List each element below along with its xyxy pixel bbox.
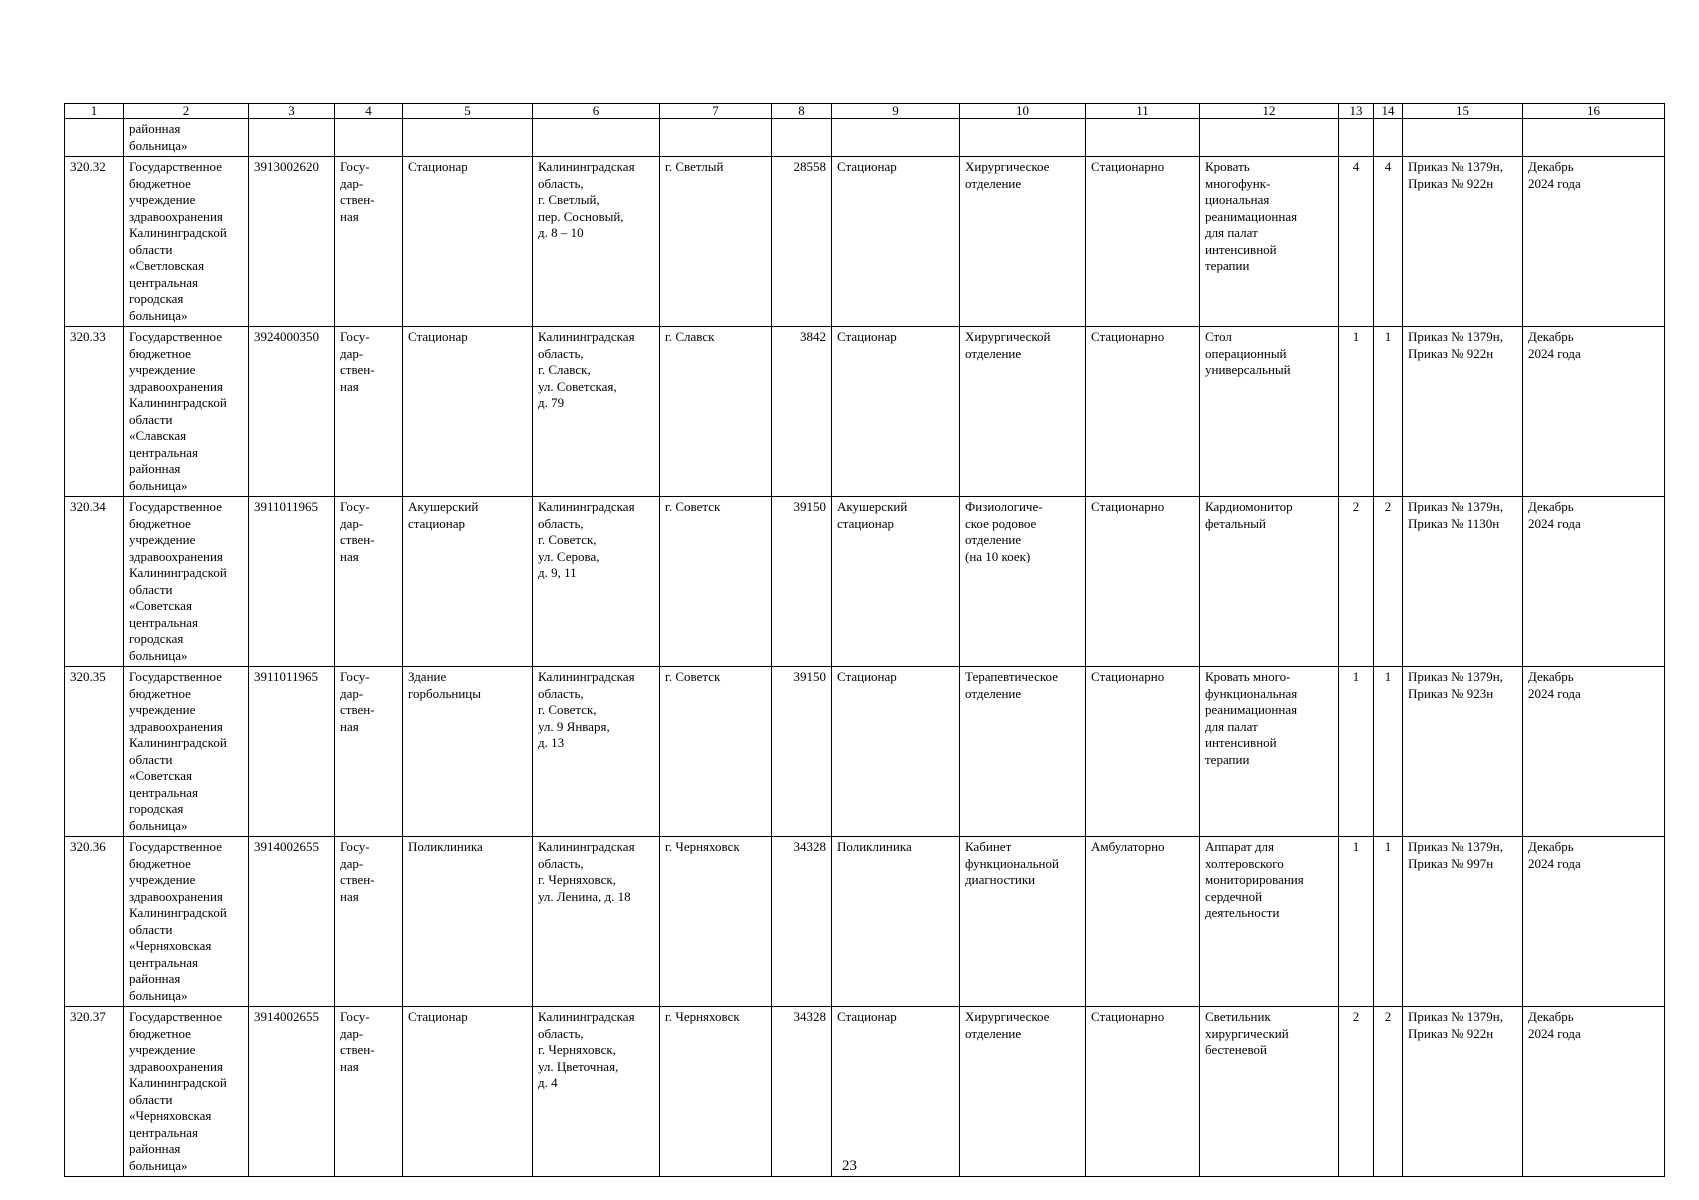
cell-organization-name: районная больница» — [124, 119, 249, 157]
column-number-header: 8 — [772, 104, 832, 119]
cell-subdivision-type — [832, 119, 960, 157]
cell-row-number: 320.37 — [65, 1007, 124, 1177]
cell-row-number: 320.34 — [65, 497, 124, 667]
cell-regulatory-orders: Приказ № 1379н, Приказ № 922н — [1403, 1007, 1523, 1177]
cell-settlement: г. Черняховск — [660, 1007, 772, 1177]
cell-organization-name: Государственное бюджетное учреждение здравоохранения Калининградской области «Черняховская центральная районная больница» — [124, 837, 249, 1007]
cell-deadline: Декабрь 2024 года — [1523, 837, 1665, 1007]
cell-inn: 3911011965 — [249, 497, 335, 667]
cell-regulatory-orders: Приказ № 1379н, Приказ № 922н — [1403, 327, 1523, 497]
cell-settlement: г. Советск — [660, 667, 772, 837]
cell-organization-name: Государственное бюджетное учреждение здравоохранения Калининградской области «Черняховская центральная районная больница» — [124, 1007, 249, 1177]
cell-deadline: Декабрь 2024 года — [1523, 1007, 1665, 1177]
cell-subdivision-type: Стационар — [832, 667, 960, 837]
cell-address — [533, 119, 660, 157]
cell-ownership-form: Госу- дар- ствен- ная — [335, 327, 403, 497]
cell-department: Хирургическое отделение — [960, 1007, 1086, 1177]
cell-deadline: Декабрь 2024 года — [1523, 497, 1665, 667]
cell-settlement: г. Славск — [660, 327, 772, 497]
cell-settlement: г. Черняховск — [660, 837, 772, 1007]
cell-inn: 3914002655 — [249, 1007, 335, 1177]
cell-equipment-name: Светильник хирургический бестеневой — [1200, 1007, 1339, 1177]
cell-population: 39150 — [772, 667, 832, 837]
cell-inn: 3924000350 — [249, 327, 335, 497]
table-row — [65, 837, 1665, 1007]
column-number-header: 10 — [960, 104, 1086, 119]
cell-address: Калининградская область, г. Черняховск, ул. Цветочная, д. 4 — [533, 1007, 660, 1177]
cell-department: Физиологиче- ское родовое отделение (на 10 коек) — [960, 497, 1086, 667]
cell-quantity-total: 2 — [1374, 1007, 1403, 1177]
cell-inn: 3914002655 — [249, 837, 335, 1007]
cell-population: 3842 — [772, 327, 832, 497]
cell-row-number: 320.36 — [65, 837, 124, 1007]
column-number-header: 7 — [660, 104, 772, 119]
cell-row-number: 320.35 — [65, 667, 124, 837]
cell-subdivision-type: Акушерский стационар — [832, 497, 960, 667]
cell-quantity-planned: 2 — [1339, 1007, 1374, 1177]
cell-ownership-form: Госу- дар- ствен- ная — [335, 157, 403, 327]
page-number: 23 — [842, 1158, 857, 1174]
table-row — [65, 1007, 1665, 1177]
cell-care-conditions — [1086, 119, 1200, 157]
column-number-header: 3 — [249, 104, 335, 119]
cell-deadline — [1523, 119, 1665, 157]
cell-quantity-planned: 1 — [1339, 667, 1374, 837]
cell-subdivision-type: Стационар — [832, 327, 960, 497]
column-number-header: 11 — [1086, 104, 1200, 119]
cell-building-type: Здание горбольницы — [403, 667, 533, 837]
column-number-header: 9 — [832, 104, 960, 119]
cell-building-type: Поликлиника — [403, 837, 533, 1007]
column-number-header: 15 — [1403, 104, 1523, 119]
cell-population: 39150 — [772, 497, 832, 667]
cell-subdivision-type: Поликлиника — [832, 837, 960, 1007]
cell-deadline: Декабрь 2024 года — [1523, 327, 1665, 497]
cell-care-conditions: Стационарно — [1086, 667, 1200, 837]
column-number-header: 12 — [1200, 104, 1339, 119]
cell-care-conditions: Амбулаторно — [1086, 837, 1200, 1007]
cell-ownership-form: Госу- дар- ствен- ная — [335, 1007, 403, 1177]
cell-care-conditions: Стационарно — [1086, 497, 1200, 667]
cell-organization-name: Государственное бюджетное учреждение здравоохранения Калининградской области «Славская центральная районная больница» — [124, 327, 249, 497]
cell-department: Хирургической отделение — [960, 327, 1086, 497]
cell-quantity-planned: 4 — [1339, 157, 1374, 327]
cell-deadline: Декабрь 2024 года — [1523, 157, 1665, 327]
cell-organization-name: Государственное бюджетное учреждение здравоохранения Калининградской области «Советская центральная городская больница» — [124, 667, 249, 837]
cell-equipment-name: Аппарат для холтеровского мониторирования сердечной деятельности — [1200, 837, 1339, 1007]
cell-building-type: Стационар — [403, 327, 533, 497]
cell-address: Калининградская область, г. Светлый, пер. Сосновый, д. 8 – 10 — [533, 157, 660, 327]
table-row — [65, 667, 1665, 837]
cell-population: 34328 — [772, 837, 832, 1007]
continuation-row — [65, 119, 1665, 157]
cell-building-type: Стационар — [403, 1007, 533, 1177]
cell-row-number: 320.33 — [65, 327, 124, 497]
table-row — [65, 327, 1665, 497]
cell-quantity-planned: 2 — [1339, 497, 1374, 667]
cell-row-number: 320.32 — [65, 157, 124, 327]
cell-address: Калининградская область, г. Славск, ул. Советская, д. 79 — [533, 327, 660, 497]
cell-regulatory-orders: Приказ № 1379н, Приказ № 923н — [1403, 667, 1523, 837]
cell-row-number — [65, 119, 124, 157]
cell-department: Кабинет функциональной диагностики — [960, 837, 1086, 1007]
cell-quantity-planned: 1 — [1339, 837, 1374, 1007]
cell-equipment-name: Кардиомонитор фетальный — [1200, 497, 1339, 667]
cell-address: Калининградская область, г. Черняховск, ул. Ленина, д. 18 — [533, 837, 660, 1007]
cell-equipment-name: Кровать многофунк- циональная реанимационная для палат интенсивной терапии — [1200, 157, 1339, 327]
cell-building-type: Стационар — [403, 157, 533, 327]
cell-department: Терапевтическое отделение — [960, 667, 1086, 837]
cell-inn — [249, 119, 335, 157]
cell-ownership-form: Госу- дар- ствен- ная — [335, 667, 403, 837]
cell-quantity-planned — [1339, 119, 1374, 157]
cell-settlement: г. Светлый — [660, 157, 772, 327]
cell-address: Калининградская область, г. Советск, ул. Серова, д. 9, 11 — [533, 497, 660, 667]
cell-deadline: Декабрь 2024 года — [1523, 667, 1665, 837]
cell-ownership-form: Госу- дар- ствен- ная — [335, 497, 403, 667]
column-number-header: 5 — [403, 104, 533, 119]
table-row — [65, 497, 1665, 667]
cell-settlement — [660, 119, 772, 157]
cell-inn: 3913002620 — [249, 157, 335, 327]
cell-organization-name: Государственное бюджетное учреждение здравоохранения Калининградской области «Светловская центральная городская больница» — [124, 157, 249, 327]
cell-quantity-total: 1 — [1374, 327, 1403, 497]
cell-settlement: г. Советск — [660, 497, 772, 667]
cell-building-type: Акушерский стационар — [403, 497, 533, 667]
cell-population: 34328 — [772, 1007, 832, 1177]
cell-inn: 3911011965 — [249, 667, 335, 837]
table-row — [65, 157, 1665, 327]
cell-subdivision-type: Стационар — [832, 157, 960, 327]
column-number-header: 4 — [335, 104, 403, 119]
cell-care-conditions: Стационарно — [1086, 1007, 1200, 1177]
column-number-header: 1 — [65, 104, 124, 119]
cell-ownership-form: Госу- дар- ствен- ная — [335, 837, 403, 1007]
cell-subdivision-type: Стационар — [832, 1007, 960, 1177]
column-number-header: 6 — [533, 104, 660, 119]
cell-quantity-total: 2 — [1374, 497, 1403, 667]
cell-regulatory-orders: Приказ № 1379н, Приказ № 997н — [1403, 837, 1523, 1007]
cell-equipment-name: Кровать много- функциональная реанимационная для палат интенсивной терапии — [1200, 667, 1339, 837]
cell-care-conditions: Стационарно — [1086, 157, 1200, 327]
cell-regulatory-orders — [1403, 119, 1523, 157]
cell-regulatory-orders: Приказ № 1379н, Приказ № 922н — [1403, 157, 1523, 327]
column-number-header: 13 — [1339, 104, 1374, 119]
cell-quantity-total: 1 — [1374, 667, 1403, 837]
cell-address: Калининградская область, г. Советск, ул. 9 Января, д. 13 — [533, 667, 660, 837]
cell-population — [772, 119, 832, 157]
cell-department: Хирургическое отделение — [960, 157, 1086, 327]
cell-department — [960, 119, 1086, 157]
cell-quantity-total — [1374, 119, 1403, 157]
cell-ownership-form — [335, 119, 403, 157]
cell-quantity-planned: 1 — [1339, 327, 1374, 497]
column-number-header: 14 — [1374, 104, 1403, 119]
cell-equipment-name: Стол операционный универсальный — [1200, 327, 1339, 497]
cell-quantity-total: 1 — [1374, 837, 1403, 1007]
cell-organization-name: Государственное бюджетное учреждение здравоохранения Калининградской области «Советская центральная городская больница» — [124, 497, 249, 667]
column-number-header: 16 — [1523, 104, 1665, 119]
cell-quantity-total: 4 — [1374, 157, 1403, 327]
cell-population: 28558 — [772, 157, 832, 327]
document-table — [64, 103, 1665, 1177]
cell-building-type — [403, 119, 533, 157]
column-number-header: 2 — [124, 104, 249, 119]
cell-equipment-name — [1200, 119, 1339, 157]
cell-care-conditions: Стационарно — [1086, 327, 1200, 497]
cell-regulatory-orders: Приказ № 1379н, Приказ № 1130н — [1403, 497, 1523, 667]
header-row — [65, 104, 1665, 119]
